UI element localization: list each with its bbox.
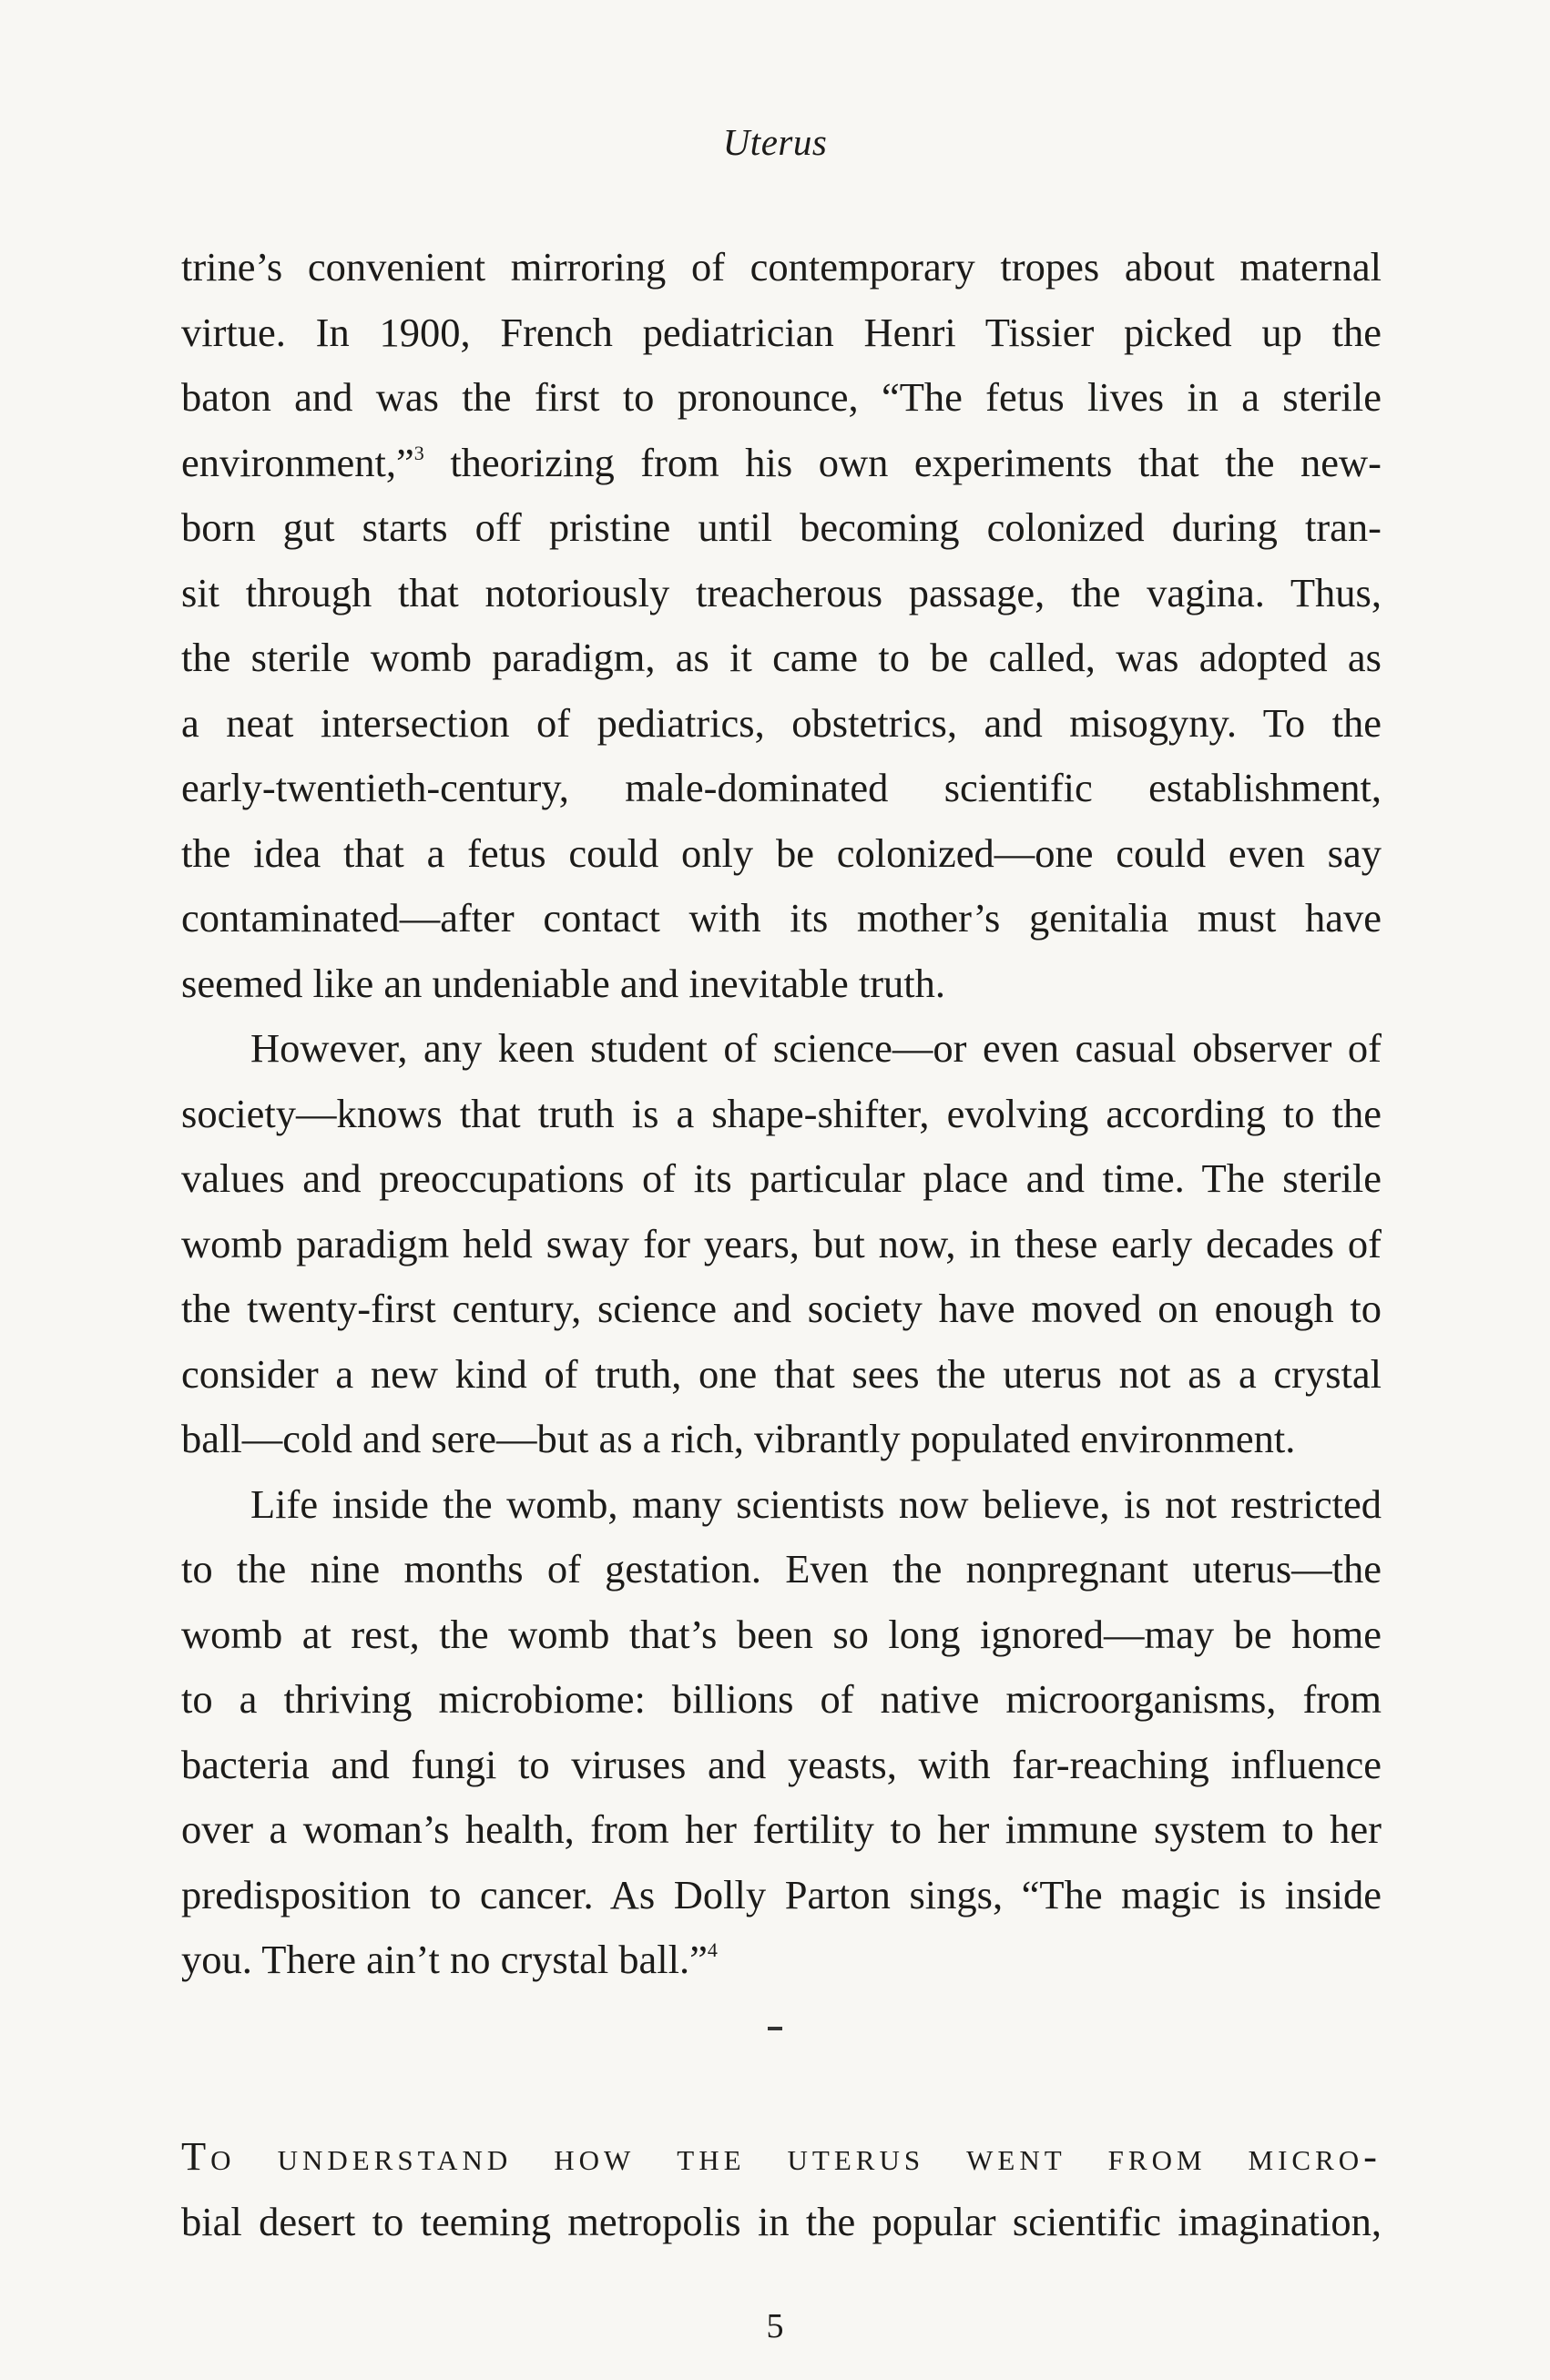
text-line: womb at rest, the womb that’s been so long ignored—may be home: [181, 1611, 1382, 1657]
text-segment: environment,”: [181, 439, 414, 485]
text-line: contaminated—after contact with its mother’s genitalia must have: [181, 895, 1382, 941]
text-line: bacteria and fungi to viruses and yeasts, with far-reaching influence: [181, 1741, 1382, 1787]
text-segment: you. There ain’t no crystal ball.”: [181, 1937, 708, 1982]
text-line: the sterile womb paradigm, as it came to be called, was adopted as: [181, 635, 1382, 680]
paragraph-3: [181, 1472, 1382, 1993]
footnote-reference: 4: [707, 1938, 718, 1961]
page-number: 5: [766, 2307, 784, 2345]
paragraph-2: [181, 1016, 1382, 1472]
section-break-mark: [768, 2027, 782, 2030]
text-line: trine’s convenient mirroring of contemporary tropes about maternal: [181, 244, 1382, 290]
text-line: Life inside the womb, many scientists now believe, is not restricted: [250, 1480, 1382, 1527]
running-head: Uterus: [722, 121, 828, 163]
text-line: society—knows that truth is a shape-shifter, evolving according to the: [181, 1090, 1382, 1136]
text-line: to a thriving microbiome: billions of native microorganisms, from: [181, 1676, 1382, 1722]
text-line: over a woman’s health, from her fertility to her immune system to her: [181, 1806, 1382, 1852]
text-line: values and preoccupations of its particular place and time. The sterile: [181, 1155, 1382, 1201]
text-line: womb paradigm held sway for years, but now, in these early decades of: [181, 1220, 1382, 1266]
text-line: consider a new kind of truth, one that sees the uterus not as a crystal: [181, 1350, 1382, 1397]
body-text: [181, 235, 1382, 1993]
text-segment: theorizing from his own experiments that the new-: [423, 439, 1382, 485]
text-line: seemed like an undeniable and inevitable truth.: [181, 960, 946, 1006]
text-line: early-twentieth-century, male-dominated scientific establishment,: [181, 765, 1382, 810]
text-line: the twenty-first century, science and society have moved on enough to: [181, 1286, 1382, 1331]
text-line: sit through that notoriously treacherous passage, the vagina. Thus,: [181, 569, 1382, 615]
text-line-with-footnote: [181, 431, 1382, 496]
text-line: baton and was the first to pronounce, “The fetus lives in a sterile: [181, 374, 1382, 420]
text-line: However, any keen student of science—or even casual observer of: [250, 1025, 1382, 1071]
text-line-with-footnote: [181, 1927, 1382, 1993]
text-line: a neat intersection of pediatrics, obstetrics, and misogyny. To the: [181, 699, 1382, 746]
text-line: ball—cold and sere—but as a rich, vibrantly populated environment.: [181, 1416, 1296, 1461]
text-line: bial desert to teeming metropolis in the popular scientific imagination,: [181, 2198, 1382, 2244]
section-opening: [181, 2123, 1382, 2253]
text-line: predisposition to cancer. As Dolly Parton sings, “The magic is inside: [181, 1871, 1382, 1917]
section-opening-small-caps: To understand how the uterus went from micro-: [181, 2133, 1382, 2179]
text-line: virtue. In 1900, French pediatrician Henri Tissier picked up the: [181, 309, 1382, 355]
text-line: the idea that a fetus could only be colonized—one could even say: [181, 829, 1382, 876]
text-line: to the nine months of gestation. Even the nonpregnant uterus—the: [181, 1546, 1382, 1592]
paragraph-1: [181, 235, 1382, 1016]
text-line: born gut starts off pristine until becoming colonized during tran-: [181, 504, 1382, 550]
footnote-reference: 3: [413, 441, 424, 464]
